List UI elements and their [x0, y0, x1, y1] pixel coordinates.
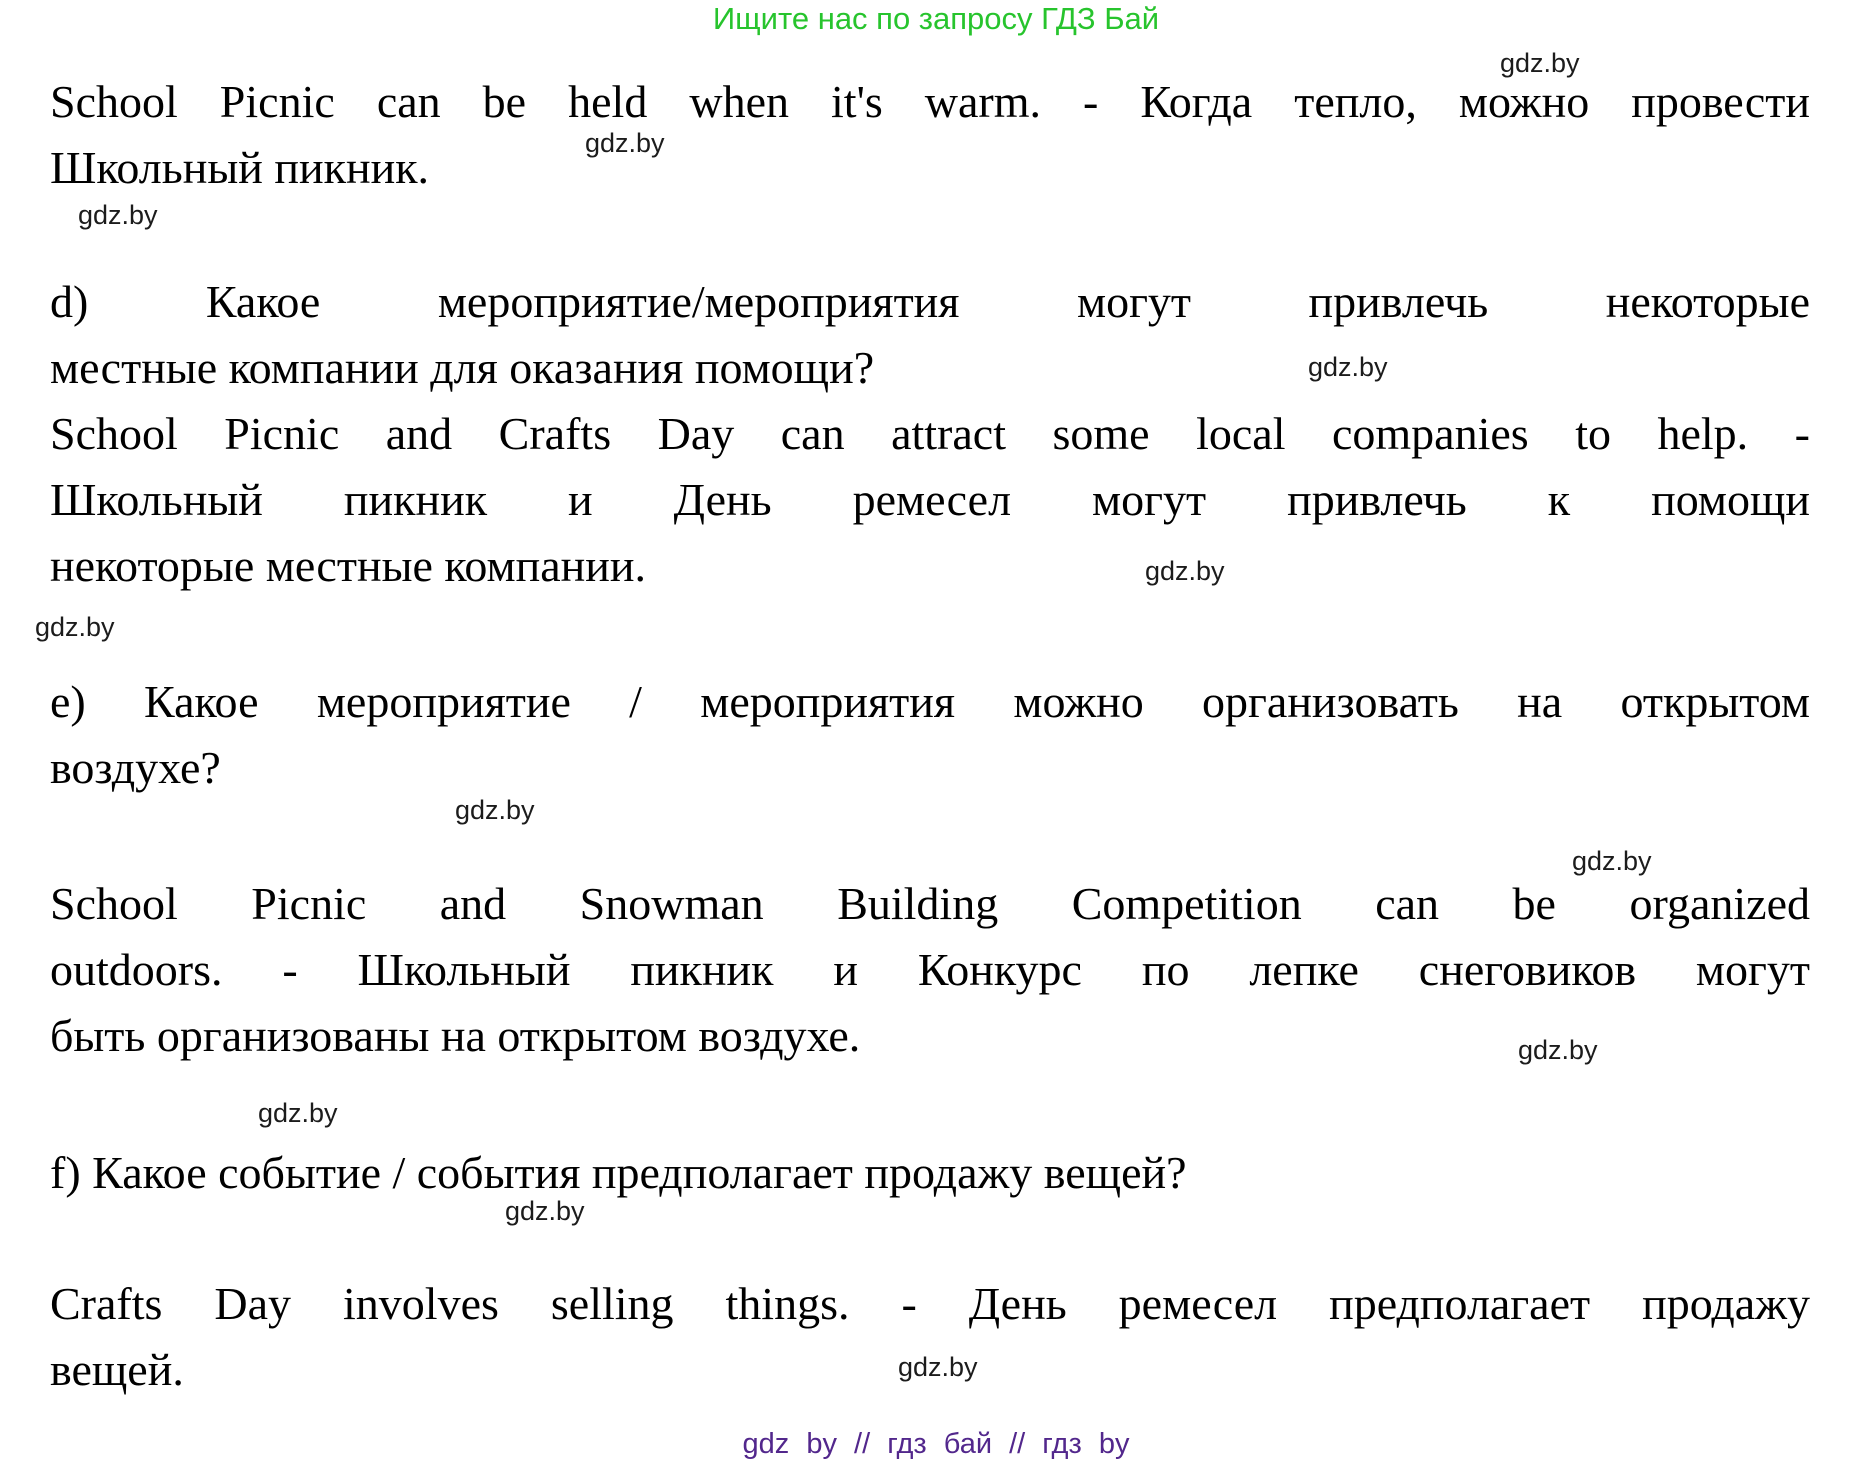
watermark: gdz.by: [35, 612, 115, 642]
watermark: gdz.by: [455, 795, 535, 825]
text-line-answer-f-2: вещей.: [50, 1344, 184, 1395]
text-line-answer-e-2: outdoors. - Школьный пикник и Конкурс по лепке снеговиков могут: [50, 944, 1810, 995]
text-line-question-d-1: d) Какое мероприятие/мероприятия могут привлечь некоторые: [50, 276, 1810, 327]
promo-banner: Ищите нас по запросу ГДЗ Бай: [712, 1, 1160, 36]
watermark: gdz.by: [585, 128, 665, 158]
watermark: gdz.by: [258, 1098, 338, 1128]
text-line-answer-e-3: быть организованы на открытом воздухе.: [50, 1010, 861, 1061]
watermark: gdz.by: [1145, 556, 1225, 586]
text-line-answer-d-1: School Picnic and Crafts Day can attract some local companies to help. -: [50, 408, 1810, 459]
text-line-answer-e-1: School Picnic and Snowman Building Competition can be organized: [50, 878, 1810, 929]
text-line-answer-c-2: Школьный пикник.: [50, 142, 430, 193]
watermark: gdz.by: [1518, 1035, 1598, 1065]
footer-watermark: gdz by // гдз бай // гдз by: [742, 1428, 1130, 1460]
watermark: gdz.by: [505, 1196, 585, 1226]
watermark: gdz.by: [1572, 846, 1652, 876]
watermark: gdz.by: [78, 200, 158, 230]
text-line-question-d-2: местные компании для оказания помощи?: [50, 342, 875, 393]
text-line-answer-d-2: Школьный пикник и День ремесел могут привлечь к помощи: [50, 474, 1810, 525]
text-line-question-e-1: e) Какое мероприятие / мероприятия можно организовать на открытом: [50, 676, 1810, 727]
watermark: gdz.by: [898, 1352, 978, 1382]
text-line-answer-f-1: Crafts Day involves selling things. - День ремесел предполагает продажу: [50, 1278, 1810, 1329]
text-line-answer-c-1: School Picnic can be held when it's warm. - Когда тепло, можно провести: [50, 76, 1810, 127]
text-line-answer-d-3: некоторые местные компании.: [50, 540, 647, 591]
text-line-question-f-1: f) Какое событие / события предполагает продажу вещей?: [50, 1147, 1187, 1198]
watermark: gdz.by: [1308, 352, 1388, 382]
watermark: gdz.by: [1500, 48, 1580, 78]
text-line-question-e-2: воздухе?: [50, 742, 221, 793]
